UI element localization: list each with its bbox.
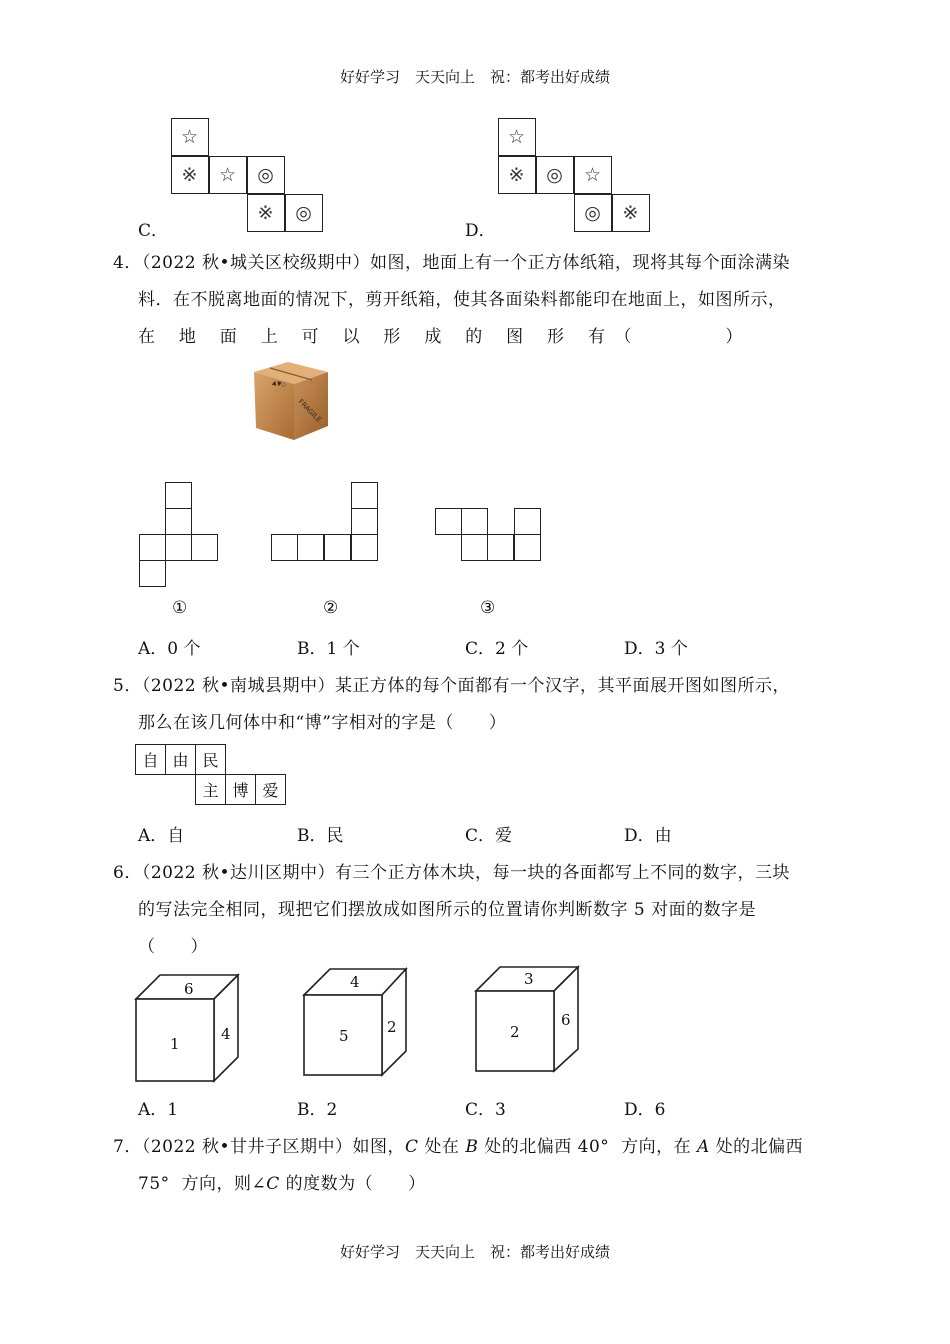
cube1-front-number: 1 <box>170 1035 180 1053</box>
svg-text:▲▼◇: ▲▼◇ <box>271 379 287 389</box>
q4-stem-line1: 4．（2022 秋•城关区校级期中）如图，地面上有一个正方体纸箱，现将其每个面涂满染 <box>113 253 791 273</box>
figure-label-3: ③ <box>480 598 496 618</box>
star-icon: ☆ <box>507 125 526 148</box>
bullseye-icon: ◎ <box>546 163 563 186</box>
q5-stem-line1: 5．（2022 秋•南城县期中）某正方体的每个面都有一个汉字，其平面展开图如图所示， <box>113 676 791 696</box>
q4-stem-line2: 料．在不脱离地面的情况下，剪开纸箱，使其各面染料都能印在地面上，如图所示， <box>138 290 786 310</box>
cube3-side-number: 6 <box>561 1011 571 1029</box>
bullseye-icon: ◎ <box>295 201 312 224</box>
cube2-top-number: 4 <box>350 973 360 991</box>
reference-mark-icon: ※ <box>622 201 639 224</box>
page-footer: 好好学习 天天向上 祝：都考出好成绩 <box>339 1243 610 1261</box>
q6-stem-line3: （ ） <box>138 937 208 957</box>
bullseye-icon: ◎ <box>257 163 274 186</box>
reference-mark-icon: ※ <box>257 201 274 224</box>
figure-label-1: ① <box>172 598 188 618</box>
q5-option-c: C．爱 <box>465 826 513 846</box>
q3-option-d-label: D． <box>465 221 496 241</box>
q4-option-c: C．2 个 <box>465 639 529 659</box>
bullseye-icon: ◎ <box>584 201 601 224</box>
q5-option-d: D．由 <box>624 826 672 846</box>
fragile-label: FRAGILE <box>296 397 323 424</box>
net-char-cell: 由 <box>165 744 196 775</box>
cube3-top-number: 3 <box>524 970 534 988</box>
reference-mark-icon: ※ <box>508 163 525 186</box>
q6-stem-line1: 6．（2022 秋•达川区期中）有三个正方体木块，每一块的各面都写上不同的数字，三块 <box>113 863 791 883</box>
q5-stem-line2: 那么在该几何体中和“博”字相对的字是（ ） <box>138 713 507 733</box>
q6-option-b: B．2 <box>297 1100 338 1120</box>
net-char-cell: 民 <box>195 744 226 775</box>
reference-mark-icon: ※ <box>181 163 198 186</box>
cube2-front-number: 5 <box>339 1027 349 1045</box>
figure-label-2: ② <box>323 598 339 618</box>
cube2-side-number: 2 <box>387 1018 397 1036</box>
q3-option-c-label: C． <box>138 221 169 241</box>
net-char-cell: 自 <box>135 744 166 775</box>
net-char-cell: 主 <box>195 774 226 805</box>
q6-stem-line2: 的写法完全相同，现把它们摆放成如图所示的位置请你判断数字 5 对面的数字是 <box>138 900 757 920</box>
star-icon: ☆ <box>180 125 199 148</box>
q4-stem-line3: 在 地 面 上 可 以 形 成 的 图 形 有 （ ） <box>138 327 743 347</box>
q4-option-d: D．3 个 <box>624 639 688 659</box>
q5-option-b: B．民 <box>297 826 344 846</box>
q6-option-c: C．3 <box>465 1100 506 1120</box>
cube1-top-number: 6 <box>184 980 194 998</box>
q5-option-a: A．自 <box>138 826 185 846</box>
page-header: 好好学习 天天向上 祝：都考出好成绩 <box>339 68 610 86</box>
net-char-cell: 博 <box>225 774 256 805</box>
net-char-cell: 爱 <box>255 774 286 805</box>
q7-stem-line2: 75° 方向，则∠C 的度数为（ ） <box>138 1174 426 1194</box>
q6-option-a: A．1 <box>138 1100 179 1120</box>
cube1-side-number: 4 <box>221 1025 231 1043</box>
cardboard-box-illustration <box>250 360 332 442</box>
star-icon: ☆ <box>583 163 602 186</box>
q6-option-d: D．6 <box>624 1100 666 1120</box>
q4-option-a: A．0 个 <box>138 639 201 659</box>
star-icon: ☆ <box>218 163 237 186</box>
q4-option-b: B．1 个 <box>297 639 360 659</box>
q7-stem-line1: 7．（2022 秋•甘井子区期中）如图，C 处在 B 处的北偏西 40° 方向，在 A 处的北偏西 <box>113 1137 804 1157</box>
cube3-front-number: 2 <box>510 1023 520 1041</box>
